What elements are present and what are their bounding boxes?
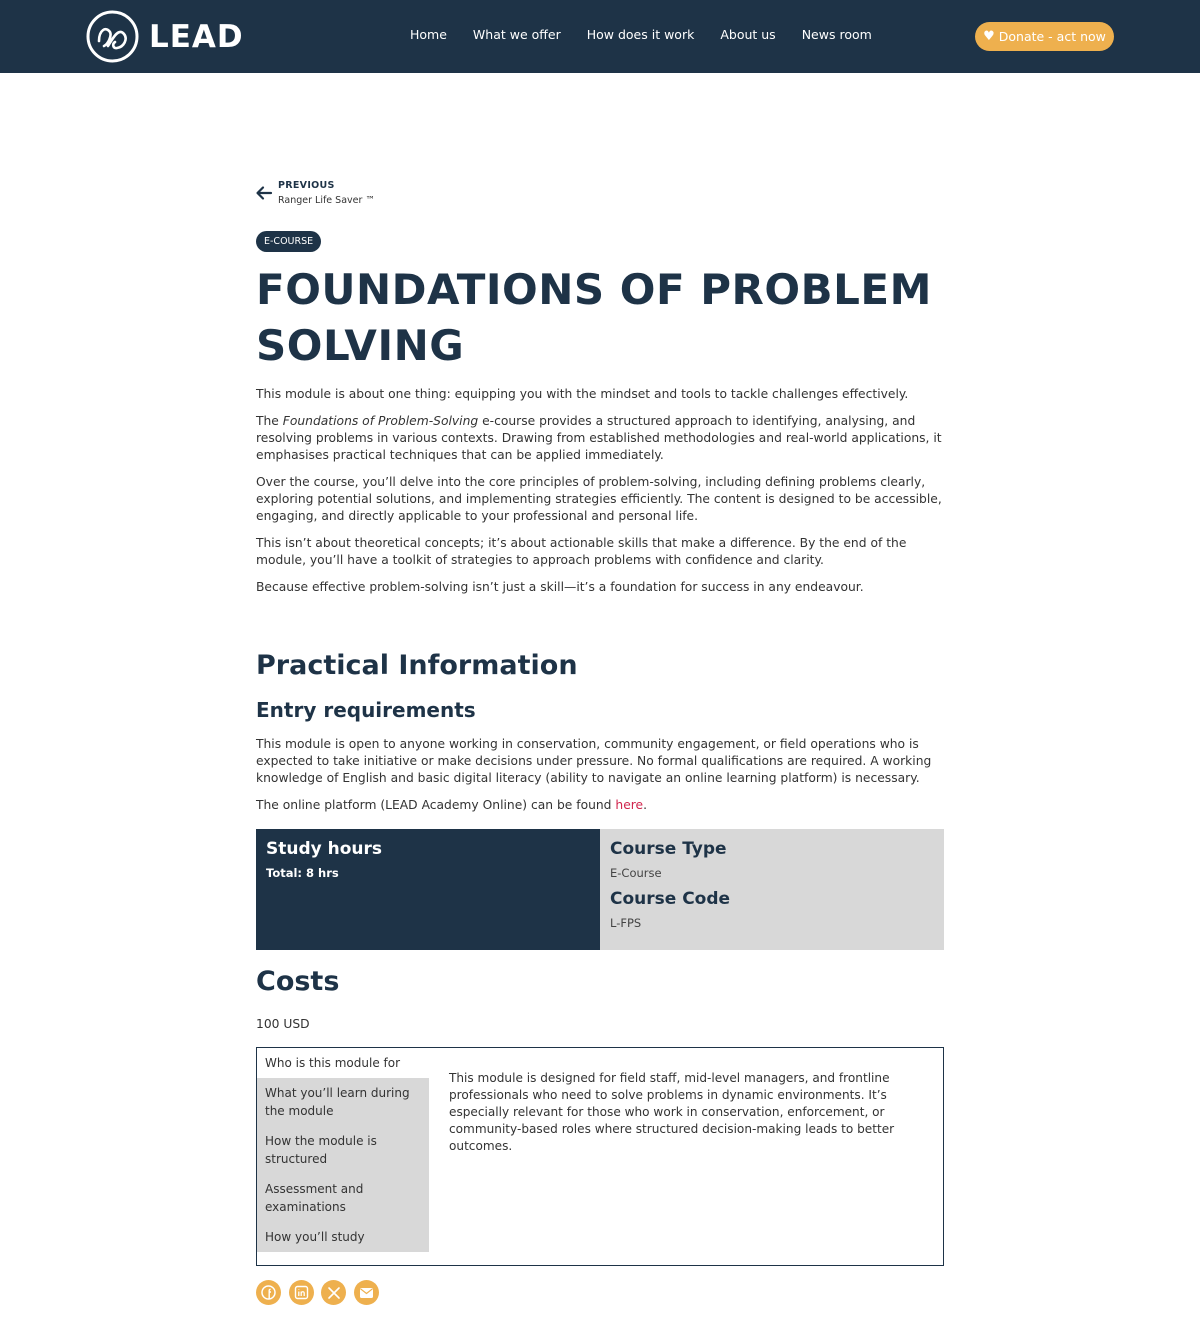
previous-label: PREVIOUS [278,180,335,191]
nav-how-does-it-work[interactable]: How does it work [586,27,695,42]
intro-paragraph: This module is about one thing: equipping you with the mindset and tools to tackle challenges effectively. [256,387,909,401]
course-code-value: L-FPS [610,916,642,930]
intro-paragraph: Over the course, you’ll delve into the core principles of problem-solving, including defining problems clearly, exploring potential solutions, and implementing strategies efficiently. The content is designed to be accessible, engaging, and directly applicable to your professional and personal life. [256,475,942,523]
course-type-heading: Course Type [610,839,727,859]
costs-heading: Costs [256,966,340,997]
study-hours-heading: Study hours [266,839,383,859]
tab-list [257,1048,429,1265]
tab-what-youll-learn[interactable]: What you’ll learn during the module [257,1078,429,1126]
tab-how-youll-study[interactable]: How you’ll study [257,1222,429,1252]
heart-icon: ♥ [983,29,995,44]
entry-requirements-text [256,736,946,824]
nav-home[interactable]: Home [410,27,447,42]
title-line-1: FOUNDATIONS OF PROBLEM [256,265,932,314]
course-details-box [600,829,944,950]
tab-panel-content: This module is designed for field staff, mid-level managers, and frontline professionals who need to solve problems in dynamic environments. It’s especially relevant for those who work in conservation, enforcement, or community-based roles where structured decision-making leads to better outcomes. [449,1071,895,1153]
course-type-badge: E-COURSE [256,231,321,252]
costs-value: 100 USD [256,1017,310,1031]
site-header [0,0,1200,73]
module-tabs [256,1047,944,1266]
intro-paragraph: Because effective problem-solving isn’t just a skill—it’s a foundation for success in any endeavour. [256,580,864,594]
course-info-boxes [256,829,944,950]
course-code-heading: Course Code [610,889,731,909]
platform-paragraph: The online platform (LEAD Academy Online) can be found here. [256,798,648,812]
course-type-value: E-Course [610,866,662,880]
study-hours-box [256,829,600,950]
page-title [256,262,936,374]
intro-paragraph: The Foundations of Problem-Solving e-course provides a structured approach to identifying, analysing, and resolving problems in various contexts. Drawing from established methodologies and real-world applications, it emphasises practical techniques that can be applied immediately. [256,414,942,462]
tab-module-structure[interactable]: How the module is structured [257,1126,429,1174]
email-icon[interactable] [354,1280,379,1305]
intro-paragraph: This isn’t about theoretical concepts; it’s about actionable skills that make a difference. By the end of the module, you’ll have a toolkit of strategies to approach problems with confidence and clarity. [256,536,907,567]
tab-assessment[interactable]: Assessment and examinations [257,1174,429,1222]
intro-text [256,386,946,606]
logo-text: LEAD [149,18,244,55]
arrow-left-icon [255,184,273,202]
nav-what-we-offer[interactable]: What we offer [472,27,561,42]
practical-info-heading: Practical Information [256,650,578,681]
previous-title: Ranger Life Saver ™ [278,195,375,206]
lead-logo-icon [86,10,139,63]
main-nav [410,27,898,42]
previous-link[interactable] [255,180,375,206]
title-line-2: SOLVING [256,321,465,370]
entry-requirements-heading: Entry requirements [256,698,476,722]
platform-link[interactable]: here [615,798,644,812]
nav-news-room[interactable]: News room [801,27,872,42]
social-share [256,1280,386,1305]
study-hours-value: Total: 8 hrs [266,866,339,880]
x-icon[interactable] [321,1280,346,1305]
tab-who-is-this-for[interactable]: Who is this module for [257,1048,429,1078]
facebook-icon[interactable] [256,1280,281,1305]
site-logo[interactable] [86,10,244,63]
nav-about-us[interactable]: About us [720,27,776,42]
donate-label: Donate - act now [998,29,1106,44]
linkedin-icon[interactable] [289,1280,314,1305]
entry-paragraph: This module is open to anyone working in conservation, community engagement, or field operations who is expected to take initiative or make decisions under pressure. No formal qualifications are required. A working knowledge of English and basic digital literacy (ability to navigate an online learning platform) is necessary. [256,737,932,785]
donate-button[interactable] [975,22,1114,51]
